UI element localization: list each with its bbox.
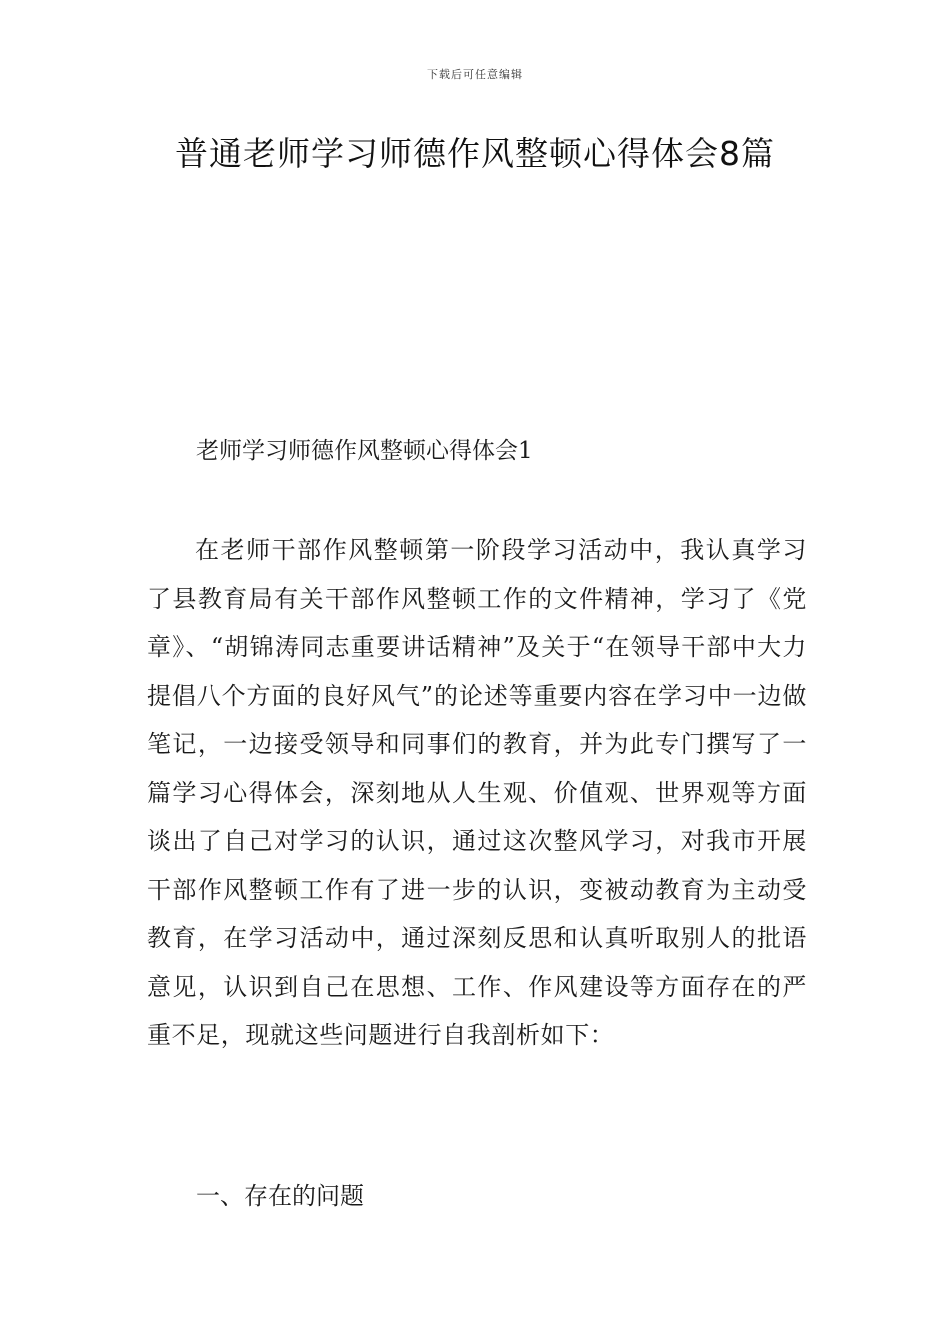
document-title: 普通老师学习师德作风整顿心得体会8篇 (175, 134, 775, 173)
sub-heading: 一、存在的问题 (196, 1182, 364, 1210)
body-paragraph: 在老师干部作风整顿第一阶段学习活动中，我认真学习了县教育局有关干部作风整顿工作的文件精神，学习了《党章》、“胡锦涛同志重要讲话精神”及关于“在领导干部中大力提倡八个方面的良好风气”的论述等重要内容在学习中一边做笔记，一边接受领导和同事们的教育，并为此专门撰写了一篇学习心得体会，深刻地从人生观、价值观、世界观等方面谈出了自己对学习的认识，通过这次整风学习，对我市开展干部作风整顿工作有了进一步的认识，变被动教育为主动受教育，在学习活动中，通过深刻反思和认真听取别人的批语意见，认识到自己在思想、工作、作风建设等方面存在的严重不足，现就这些问题进行自我剖析如下： (147, 536, 807, 1049)
header-note: 下载后可任意编辑 (427, 68, 523, 81)
section-heading: 老师学习师德作风整顿心得体会1 (196, 438, 533, 464)
